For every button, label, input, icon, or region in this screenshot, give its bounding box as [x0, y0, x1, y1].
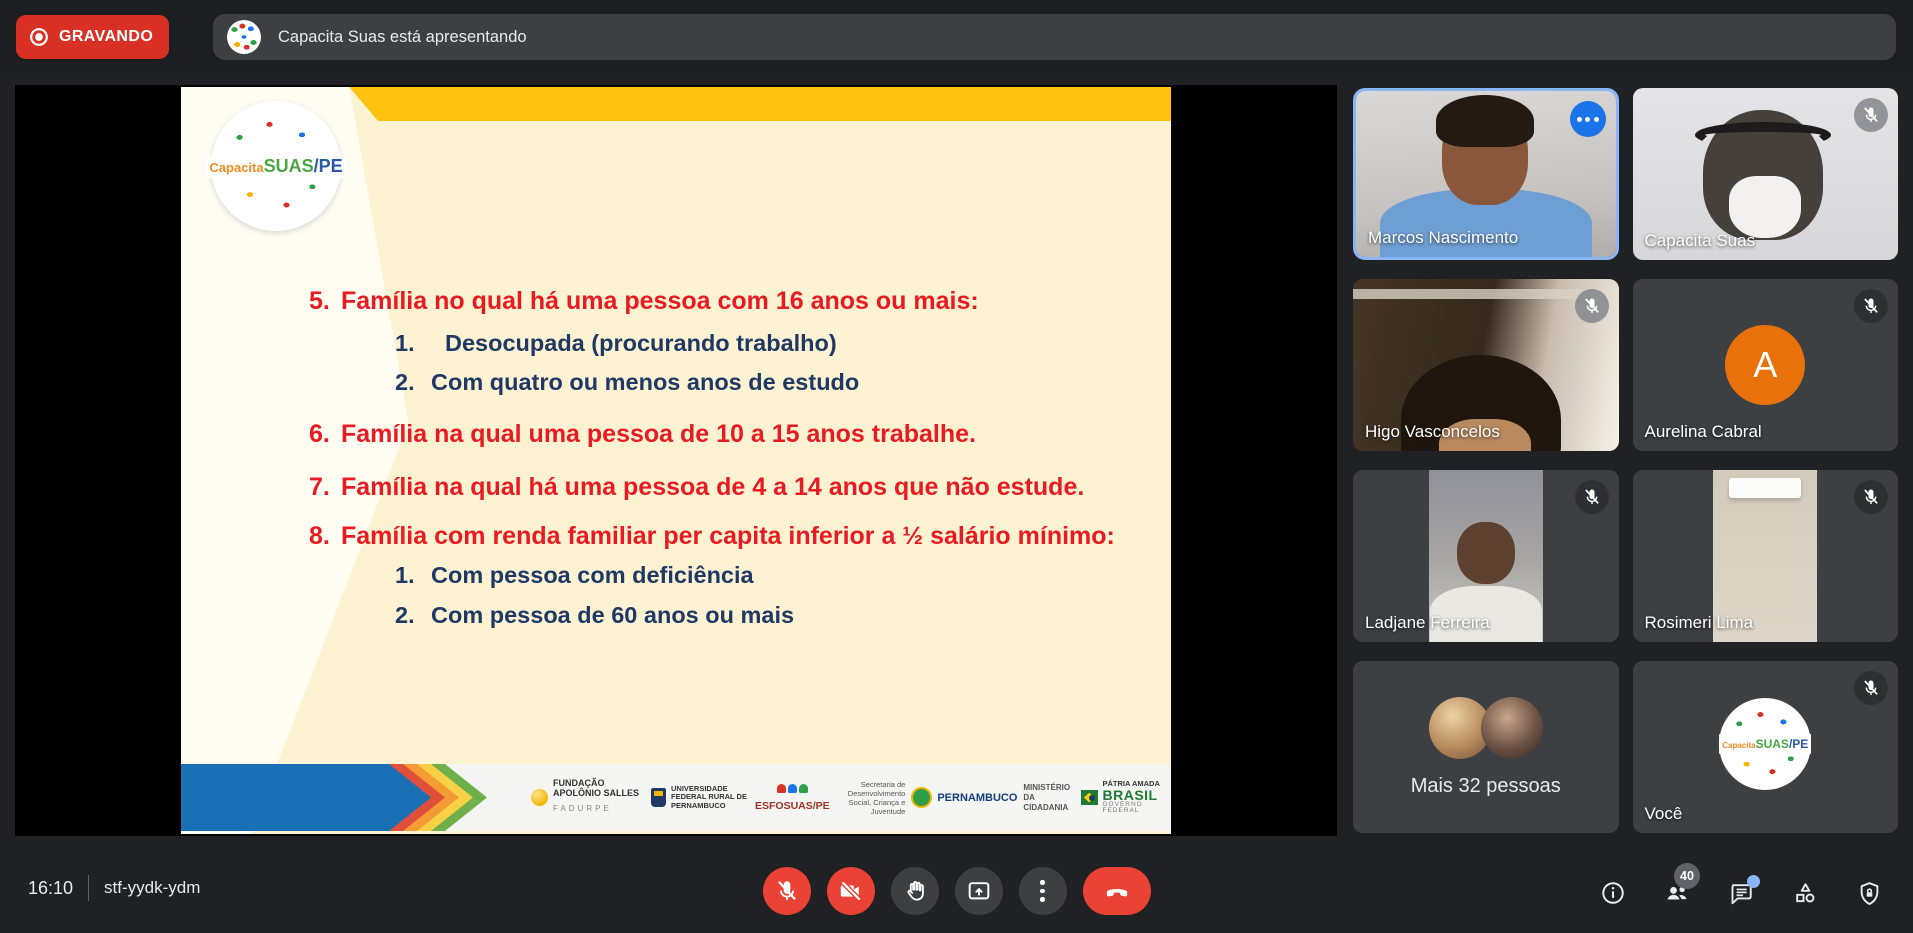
participant-name: Rosimeri Lima	[1644, 613, 1754, 632]
call-controls	[763, 867, 1151, 915]
slide-item-7: 7. Família na qual há uma pessoa de 4 a 14 anos que não estude.	[309, 473, 1085, 501]
footer-logos	[531, 764, 1163, 831]
brazil-flag-icon	[1081, 790, 1098, 805]
camera-off-icon	[838, 878, 864, 904]
host-controls-shield-icon	[1856, 880, 1883, 907]
ufrpe-crest-icon	[651, 788, 666, 807]
fadurpe-icon	[531, 789, 548, 806]
meeting-panels	[1599, 869, 1883, 907]
record-icon	[28, 26, 50, 48]
more-people-label: Mais 32 pessoas	[1410, 774, 1561, 797]
info-icon	[1600, 880, 1626, 906]
presentation-slide	[181, 87, 1171, 834]
activities-button[interactable]	[1791, 879, 1819, 907]
participant-tile-you[interactable]	[1633, 661, 1899, 833]
more-options-icon	[1040, 880, 1045, 902]
end-call-icon	[1103, 877, 1131, 905]
three-dots-icon	[1577, 117, 1582, 122]
avatar: A	[1725, 325, 1805, 405]
mic-off-icon	[1854, 480, 1888, 514]
divider	[88, 875, 89, 901]
participants-sidebar	[1353, 88, 1898, 833]
participant-name: Higo Vasconcelos	[1365, 422, 1500, 441]
participant-name: Marcos Nascimento	[1368, 228, 1519, 247]
slide-item-8-sub-2: 2. Com pessoa de 60 anos ou mais	[395, 602, 795, 628]
slide-item-8: 8. Família com renda familiar per capita inferior a ½ salário mínimo:	[309, 522, 1115, 550]
mic-off-icon	[774, 878, 800, 904]
meeting-details-button[interactable]	[1599, 879, 1627, 907]
pernambuco-crest-icon	[911, 787, 932, 808]
footer-chevron-blue	[181, 764, 431, 831]
mic-off-icon	[1575, 289, 1609, 323]
slide-item-5: 5. Família no qual há uma pessoa com 16 anos ou mais:	[309, 287, 979, 315]
participant-name: Capacita Suas	[1644, 231, 1756, 250]
logo-esfosuas: ESFOSUAS/PE	[755, 784, 830, 812]
logo-ministerio-cidadania: MINISTÉRIO DA CIDADANIA	[1023, 782, 1071, 812]
logo-fadurpe: FUNDAÇÃO APOLÔNIO SALLES FADURPE	[531, 779, 645, 817]
present-screen-button[interactable]	[955, 867, 1003, 915]
recording-badge	[16, 15, 169, 59]
presenting-text: Capacita Suas está apresentando	[278, 27, 527, 46]
participant-tile-marcos[interactable]	[1353, 88, 1619, 260]
logo-pernambuco: PERNAMBUCO	[911, 787, 1017, 808]
participant-tile-rosimeri[interactable]	[1633, 470, 1899, 642]
logo-brasil: PÁTRIA AMADA BRASIL GOVERNO FEDERAL	[1081, 780, 1163, 815]
avatar	[1481, 697, 1543, 759]
people-panel-button[interactable]	[1663, 869, 1694, 907]
presentation-stage	[15, 85, 1337, 836]
clock: 16:10	[28, 877, 74, 898]
slide-item-5-sub-2: 2. Com quatro ou menos anos de estudo	[395, 369, 860, 395]
camera-toggle-button[interactable]	[827, 867, 875, 915]
slide-item-8-sub-1: 1. Com pessoa com deficiência	[395, 562, 754, 588]
bottom-bar	[0, 836, 1913, 933]
participant-name: Aurelina Cabral	[1644, 422, 1762, 441]
mic-off-icon	[1854, 671, 1888, 705]
recording-label: GRAVANDO	[59, 28, 154, 45]
activities-icon	[1792, 880, 1819, 907]
stacked-avatars	[1429, 697, 1543, 759]
mic-off-icon	[1854, 98, 1888, 132]
raise-hand-icon	[902, 878, 928, 904]
esfosuas-figures-icon	[777, 784, 808, 793]
host-controls-button[interactable]	[1855, 879, 1883, 907]
mic-toggle-button[interactable]	[763, 867, 811, 915]
participant-tile-higo[interactable]	[1353, 279, 1619, 451]
mic-off-icon	[1575, 480, 1609, 514]
capacitasuas-logo: CapacitaSUAS/PE	[211, 101, 341, 231]
more-options-button[interactable]	[1019, 867, 1067, 915]
present-screen-icon	[966, 878, 992, 904]
tile-menu-button[interactable]	[1570, 101, 1606, 137]
participant-name: Ladjane Ferreira	[1365, 613, 1490, 632]
meeting-info	[28, 875, 200, 901]
mic-off-icon	[1854, 289, 1888, 323]
logo-ufrpe: UNIVERSIDADE FEDERAL RURAL DE PERNAMBUCO	[651, 785, 749, 811]
logo-secretaria: Secretaria de Desenvolvimento Social, Criança e Juventude	[847, 779, 906, 816]
end-call-button[interactable]	[1083, 867, 1151, 915]
presenter-avatar	[227, 20, 261, 54]
participant-tile-capacita-suas[interactable]	[1633, 88, 1899, 260]
chat-notification-dot	[1747, 875, 1760, 888]
top-bar	[0, 0, 1913, 72]
participants-count-badge: 40	[1674, 863, 1700, 889]
raise-hand-button[interactable]	[891, 867, 939, 915]
slide-item-6: 6. Família na qual uma pessoa de 10 a 15 anos trabalhe.	[309, 420, 976, 448]
slide-footer	[181, 764, 1171, 831]
meeting-code: stf-yydk-ydm	[104, 878, 201, 897]
slide-item-5-sub-1: 1. Desocupada (procurando trabalho)	[395, 330, 837, 356]
presenting-banner	[213, 14, 1896, 60]
participant-tile-aurelina[interactable]	[1633, 279, 1899, 451]
chat-panel-button[interactable]	[1727, 879, 1755, 907]
participant-name: Você	[1644, 804, 1683, 823]
capacitasuas-logo: CapacitaSUAS/PE	[1719, 698, 1811, 790]
participant-tile-ladjane[interactable]	[1353, 470, 1619, 642]
overflow-tile-more-people[interactable]	[1353, 661, 1619, 833]
slide-content	[181, 87, 1171, 834]
